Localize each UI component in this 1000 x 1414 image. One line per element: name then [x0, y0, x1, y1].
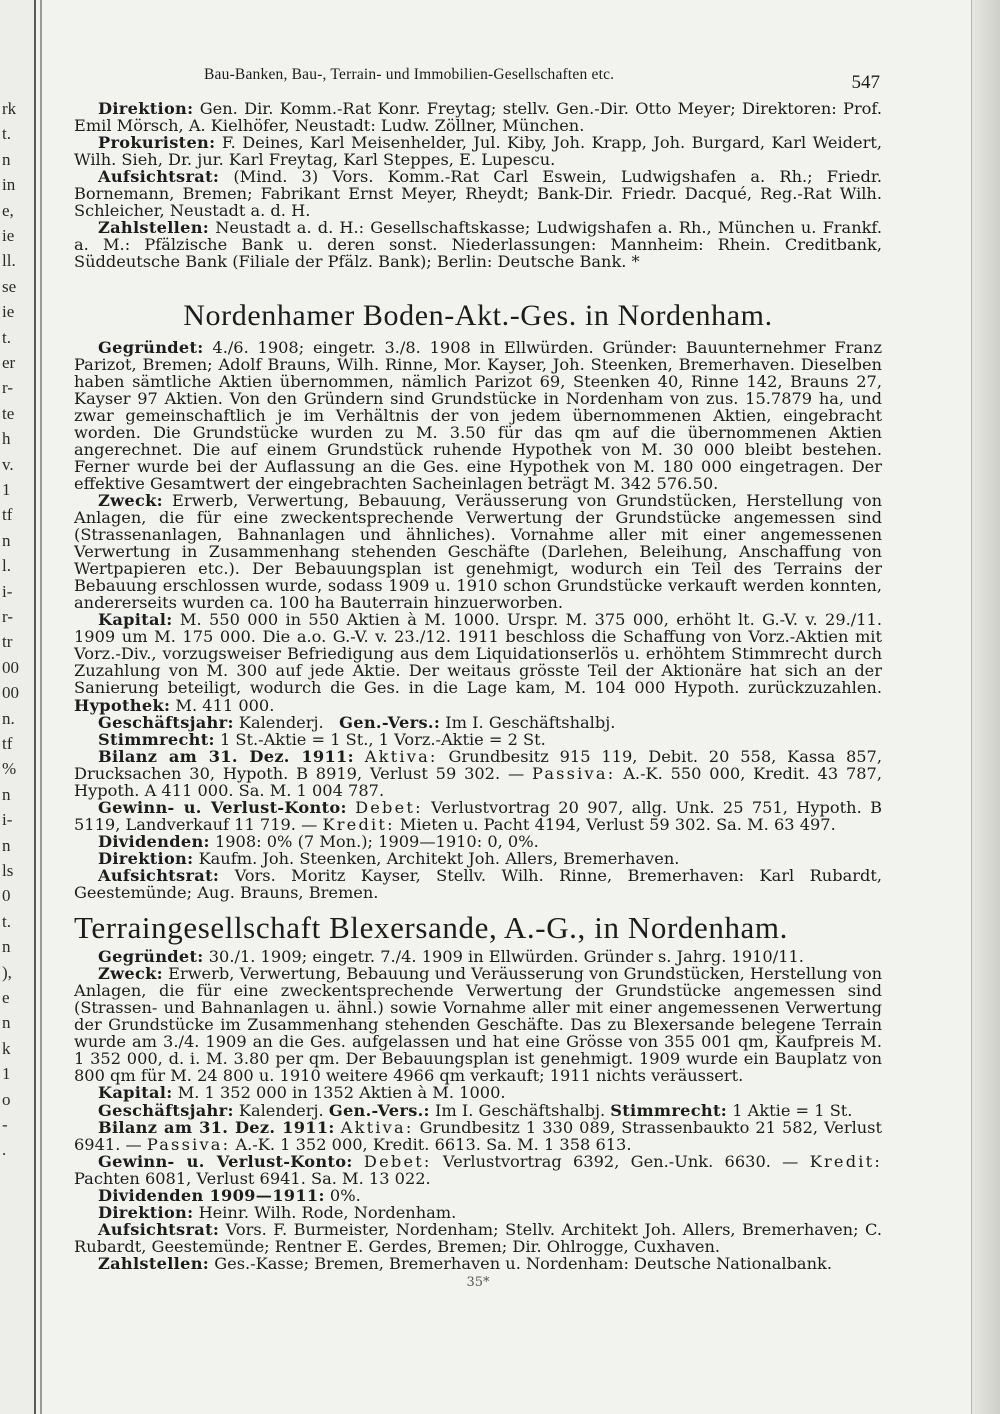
nord-bilanz	[74, 748, 882, 799]
nord-guv	[74, 799, 882, 833]
margin-fragment: rk	[2, 99, 17, 118]
kredit-label: Kredit:	[809, 1151, 882, 1171]
aktiva-label: Aktiva:	[364, 746, 438, 766]
margin-fragment: tf	[2, 734, 13, 753]
margin-fragment: 00	[2, 657, 19, 677]
label: Bilanz am 31. Dez. 1911:	[98, 1117, 335, 1137]
margin-fragment: er	[2, 353, 16, 372]
text: Erwerb, Verwertung, Bebauung und Veräusserung von Grundstücken, Herstellung von Anlagen, die für eine zweckentsprechende Verwertung der Grundstücke angemessen sind (Strassen- und Bahnanlagen u. ähnl.) sowie Vornahme aller mit einer angemessenen Verwertung der Grundstücke im Zusammenhang stehenden Geschäfte. Das zu Blexersande belegene Terrain wurde am 3./4. 1909 an die Ges. aufgelassen und hat eine Grösse von 355 001 qm, Kaufpreis M. 1 352 000, d. i. M. 3.80 per qm. Der Bebauungsplan ist genehmigt. 1909 wurde ein Bauplatz von 800 qm für M. 24 800 u. 1910 weitere 4966 qm verkauft; 1911 nichts veräussert.	[74, 964, 882, 1086]
label: Stimmrecht:	[610, 1100, 728, 1120]
text: Heinr. Wilh. Rode, Nordenham.	[198, 1202, 457, 1222]
margin-fragment: te	[2, 403, 15, 423]
page-body	[74, 62, 882, 1291]
text: Erwerb, Verwertung, Bebauung, Veräusserung von Grundstücken, Herstellung von Anlagen, die für eine zweckentsprechende Verwertung der Grundstücke angemessen sind (Strassenanlagen, Bahnanlagen und ähnliches). Vornahme aller mit einer angemessenen Verwertung in Zusammenhang stehenden Geschäfte (Darlehen, Beleihung, Anschaffung von Wertpapieren etc.). Der Bebauungsplan ist genehmigt, wodurch ein Teil des Terrains der Bebauung erschlossen wurde, sodass 1909 u. 1910 schon Grundstücke verkauft werden konnten, andererseits wurden ca. 100 ha Bauterrain hinzuerworben.	[74, 490, 882, 613]
margin-fragment: tr	[2, 632, 13, 652]
label: Gegründet:	[98, 337, 204, 357]
label: Hypothek:	[74, 695, 171, 715]
label: Geschäftsjahr:	[98, 712, 234, 732]
label: Direktion:	[98, 1202, 194, 1222]
margin-fragment: k	[2, 1038, 11, 1058]
top-prokuristen	[74, 134, 882, 168]
text: (Mind. 3) Vors. Komm.-Rat Carl Eswein, Ludwigshafen a. Rh.; Friedr. Bornemann, Bremen; Fabrikant Ernst Meyer, Rheydt; Bank-Dir. Friedr. Dacqué, Reg.-Rat Wilh. Schleicher, Neustadt a. d. H.	[74, 167, 882, 221]
text: A.-K. 550 000, Kredit. 43 787, Hypoth. A 411 000. Sa. M. 1 004 787.	[74, 763, 882, 800]
label: Prokuristen:	[98, 133, 216, 153]
label: Aufsichtsrat:	[98, 1219, 220, 1239]
aktiva-label: Aktiva:	[340, 1117, 414, 1137]
label: Bilanz am 31. Dez. 1911:	[98, 746, 354, 766]
nord-geschaeftsjahr	[74, 714, 882, 731]
margin-fragment: v.	[2, 454, 14, 474]
text: Vors. Moritz Kayser, Stellv. Wilh. Rinne, Bremerhaven: Karl Rubardt, Geestemünde; Aug. Brauns, Bremen.	[74, 865, 882, 903]
text: 1 St.-Aktie = 1 St., 1 Vorz.-Aktie = 2 St.	[219, 729, 546, 749]
section-title-nordenhamer: Nordenhamer Boden-Akt.-Ges. in Nordenham.	[183, 299, 773, 333]
label: Gegründet:	[98, 947, 204, 967]
right-page-edge	[971, 0, 1000, 1414]
text: Gen. Dir. Komm.-Rat Konr. Freytag; stellv. Gen.-Dir. Otto Meyer; Direktoren: Prof. Emil Mörsch, A. Kielhöfer, Neustadt: Ludw. Zöllner, München.	[74, 99, 882, 136]
debet-label: Debet:	[363, 1151, 432, 1171]
label: Dividenden 1909—1911:	[98, 1185, 325, 1205]
text: 0%.	[329, 1185, 361, 1205]
label: Zahlstellen:	[98, 218, 210, 238]
blex-gegruendet	[74, 948, 882, 965]
text: 1 Aktie = 1 St.	[732, 1100, 853, 1120]
margin-fragment: 0	[2, 886, 11, 906]
top-direktion	[74, 100, 882, 134]
margin-fragment: se	[2, 276, 17, 296]
margin-fragment: o	[2, 1089, 11, 1109]
nord-dividenden	[74, 833, 882, 850]
margin-fragment: i-	[2, 810, 13, 830]
nord-zweck	[74, 492, 882, 611]
nord-direktion	[74, 850, 882, 867]
label: Geschäftsjahr:	[98, 1100, 234, 1120]
text: 4./6. 1908; eingetr. 3./8. 1908 in Ellwürden. Gründer: Bauunternehmer Franz Parizot, Bremen; Adolf Brauns, Wilh. Rinne, Mor. Kayser, Joh. Steenken, Bremerhaven. Dieselben haben sämtliche Aktien übernommen, nämlich Parizot 69, Steenken 40, Rinne 142, Brauns 27, Kayser 97 Aktien. Von den Gründern sind Grundstücke in Nordenham von zus. 15.7879 ha, und zwar gemeinschaftlich je im Verhältnis der von jedem übernommenen Aktien, eingebracht worden. Die Grundstücke wurden zu M. 3.50 für das qm auf die übernommenen Aktien angerechnet. Die auf einem Grundstück ruhende Hypothek von M. 30 000 bleibt bestehen. Ferner wurde bei der Auflassung an die Ges. eine Hypothek von M. 180 000 eingetragen. Der effektive Gesamtwert der eingebrachten Sacheinlagen beträgt M. 342 576.50.	[74, 337, 882, 493]
blex-bilanz	[74, 1119, 882, 1153]
margin-fragment: n	[2, 1013, 11, 1033]
margin-fragment: r-	[2, 607, 13, 626]
margin-fragment: n	[2, 835, 11, 855]
label: Kapital:	[98, 1083, 173, 1103]
blex-zahlstellen	[74, 1255, 882, 1272]
margin-fragment: t.	[2, 911, 11, 931]
running-head	[74, 62, 882, 100]
nord-stimmrecht	[74, 731, 882, 748]
label: Zahlstellen:	[98, 1253, 210, 1273]
passiva-label: Passiva:	[531, 763, 616, 783]
label: Direktion:	[98, 99, 194, 118]
label: Gewinn- u. Verlust-Konto:	[98, 1151, 353, 1171]
label: Aufsichtsrat:	[98, 865, 220, 885]
text: Vors. F. Burmeister, Nordenham; Stellv. Architekt Joh. Allers, Bremerhaven; C. Rubardt, Geestemünde; Rentner E. Gerdes, Bremen; Dir. Ohlrogge, Cuxhaven.	[74, 1219, 882, 1256]
label: Kapital:	[98, 610, 173, 630]
text: 1908: 0% (7 Mon.); 1909—1910: 0, 0%.	[214, 831, 539, 851]
text: A.-K. 1 352 000, Kredit. 6613. Sa. M. 1 358 613.	[235, 1134, 632, 1154]
margin-fragment: ls	[2, 861, 14, 880]
margin-fragment: -	[2, 1115, 8, 1134]
blex-aufsichtsrat	[74, 1221, 882, 1255]
blex-dividenden	[74, 1187, 882, 1204]
label: Direktion:	[98, 848, 194, 868]
top-zahlstellen	[74, 219, 882, 270]
margin-fragment: ie	[2, 226, 15, 245]
margin-fragment: l.	[2, 556, 11, 576]
blex-guv	[74, 1153, 882, 1187]
text: Grundbesitz 915 119, Debit. 20 558, Kassa 857, Drucksachen 30, Hypoth. B 8919, Verlust 59 302. —	[74, 746, 882, 783]
text: 30./1. 1909; eingetr. 7./4. 1909 in Ellwürden. Gründer s. Jahrg. 1910/11.	[208, 947, 804, 967]
margin-fragment: 1	[2, 480, 11, 499]
nord-aufsichtsrat	[74, 867, 882, 901]
margin-fragment: in	[2, 175, 16, 195]
nord-kapital	[74, 611, 882, 713]
kredit-label: Kredit:	[322, 814, 395, 834]
margin-fragment: ie	[2, 302, 15, 322]
text: M. 1 352 000 in 1352 Aktien à M. 1000.	[177, 1083, 506, 1103]
left-margin-rule	[40, 0, 42, 1414]
margin-fragment: t.	[2, 124, 11, 144]
text: Im I. Geschäftshalbj.	[434, 1100, 606, 1120]
margin-fragment: r-	[2, 378, 13, 398]
label: Aufsichtsrat:	[98, 167, 220, 187]
margin-fragment: n	[2, 149, 11, 169]
label: Gen.-Vers.:	[328, 1100, 430, 1120]
margin-fragment: n.	[2, 708, 15, 728]
signature-mark: 35*	[466, 1275, 490, 1290]
text: M. 550 000 in 550 Aktien à M. 1000. Urspr. M. 375 000, erhöht lt. G.-V. v. 29./11. 1909 um M. 175 000. Die a.o. G.-V. v. 23./12. 1911 beschloss die Schaffung von Vorz.-Aktien mit Vorz.-Div., vorzugsweiser Befriedigung aus dem Liquidationserlös u. erhöhtem Stimmrecht durch Zuzahlung von M. 300 auf jede Aktie. Der weitaus grösste Teil der Aktionäre hat sich an der Sanierung beteiligt, wodurch die Ges. in die Lage kam, M. 104 000 Hypoth. zurückzuzahlen.	[74, 610, 882, 698]
section-title-blexersande: Terraingesellschaft Blexersande, A.-G., in Nordenham.	[74, 910, 788, 946]
text: Neustadt a. d. H.: Gesellschaftskasse; Ludwigshafen a. Rh., München u. Frankf. a. M.: Pfälzische Bank u. deren sonst. Niederlassungen: Mannheim: Rhein. Creditbank, Süddeutsche Bank (Filiale der Pfälz. Bank); Berlin: Deutsche Bank. *	[74, 218, 882, 272]
text: Pachten 6081, Verlust 6941. Sa. M. 13 022.	[74, 1168, 431, 1188]
margin-fragment: ),	[2, 962, 12, 982]
margin-fragment: 00	[2, 683, 19, 703]
margin-fragment: e,	[2, 200, 14, 220]
margin-fragment: n	[2, 784, 11, 804]
running-head-title: Bau-Banken, Bau-, Terrain- und Immobilien-Gesellschaften etc.	[204, 66, 615, 83]
nord-gegruendet	[74, 339, 882, 492]
margin-fragment: 1	[2, 1064, 11, 1084]
label: Zweck:	[98, 964, 163, 984]
margin-fragment: tf	[2, 505, 13, 525]
label: Gen.-Vers.:	[339, 712, 441, 732]
debet-label: Debet:	[355, 797, 423, 817]
top-aufsichtsrat	[74, 168, 882, 219]
text: Mieten u. Pacht 4194, Verlust 59 302. Sa. M. 63 497.	[399, 814, 836, 834]
text: Grundbesitz 1 330 089, Strassenbaukto 21 582, Verlust 6941. —	[74, 1117, 882, 1154]
blex-geschaeftsjahr	[74, 1102, 882, 1119]
page-number: 547	[851, 72, 880, 93]
text: Kalenderj.	[238, 1100, 324, 1120]
text: Kaufm. Joh. Steenken, Architekt Joh. Allers, Bremerhaven.	[198, 848, 680, 868]
passiva-label: Passiva:	[146, 1134, 231, 1154]
margin-fragment: t.	[2, 327, 11, 347]
margin-fragment: %	[2, 759, 17, 779]
label: Stimmrecht:	[98, 729, 215, 749]
margin-fragment: n	[2, 937, 11, 957]
margin-fragment: h	[2, 429, 11, 449]
text: Verlustvortrag 6392, Gen.-Unk. 6630. —	[442, 1151, 799, 1171]
margin-fragment: e	[2, 988, 10, 1007]
text: Verlustvortrag 20 907, allg. Unk. 25 751, Hypoth. B 5119, Landverkauf 11 719. —	[74, 797, 882, 834]
text: F. Deines, Karl Meisenhelder, Jul. Kiby, Joh. Krapp, Joh. Burgard, Karl Weidert, Wilh. Sieh, Dr. jur. Karl Freytag, Karl Steppes, E. Lupescu.	[74, 133, 882, 170]
margin-fragment: ll.	[2, 251, 16, 271]
label: Dividenden:	[98, 831, 210, 851]
text: Ges.-Kasse; Bremen, Bremerhaven u. Nordenham: Deutsche Nationalbank.	[214, 1253, 832, 1273]
blex-kapital	[74, 1084, 882, 1101]
text: Kalenderj.	[238, 712, 324, 732]
margin-fragment: .	[2, 1140, 7, 1160]
blex-zweck	[74, 965, 882, 1084]
margin-fragment: i-	[2, 581, 13, 601]
text: M. 411 000.	[175, 695, 275, 715]
left-margin-fragments	[0, 0, 36, 1414]
label: Gewinn- u. Verlust-Konto:	[98, 797, 347, 817]
text: Im I. Geschäftshalbj.	[445, 712, 616, 732]
blex-direktion	[74, 1204, 882, 1221]
margin-fragment: n	[2, 530, 11, 550]
label: Zweck:	[98, 490, 163, 510]
